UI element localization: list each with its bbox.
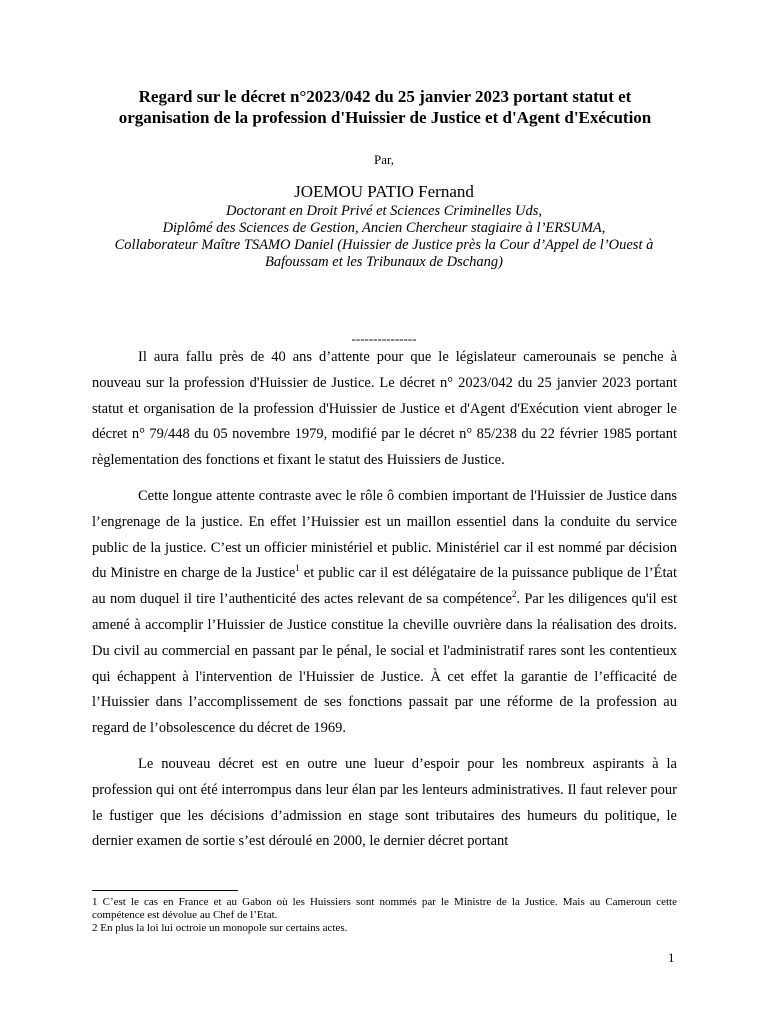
footnote-1: 1 C’est le cas en France et au Gabon où les Huissiers sont nommés par le Ministre de la Justice. Mais au Cameroun cette compétence est dévolue au Chef de l’Etat. (92, 896, 677, 921)
title-line-1: Regard sur le décret n°2023/042 du 25 janvier 2023 portant statut et (138, 87, 632, 106)
footnote-divider (92, 890, 238, 891)
affiliation-line: Bafoussam et les Tribunaux de Dschang) (264, 254, 504, 270)
paragraph-2-text-b: et public car il est délégataire de la puissance publique de l’État au nom duquel il tire l’authenticité des actes relevant de sa compétence (92, 565, 677, 608)
page-number: 1 (668, 950, 675, 965)
section-separator: --------------- (351, 331, 417, 346)
footnotes (92, 896, 677, 935)
paragraph-2 (92, 484, 677, 742)
document-title (90, 86, 680, 128)
by-line: Par, (373, 152, 395, 167)
author-affiliation (80, 203, 688, 271)
affiliation-line: Collaborateur Maître TSAMO Daniel (Huissier de Justice près la Cour d’Appel de l’Ouest à (114, 237, 654, 253)
footnote-ref-2[interactable]: 2 (511, 589, 517, 600)
paragraph-1: Il aura fallu près de 40 ans d’attente pour que le législateur camerounais se penche à nouveau sur la profession d'Huissier de Justice. Le décret n° 2023/042 du 25 janvier 2023 portant statut et organisation de la profession d'Huissier de Justice et d'Agent d'Exécution vient abroger le décret n° 79/448 du 05 novembre 1979, modifié par le décret n° 85/238 du 22 février 1985 portant règlementation des fonctions et fixant le statut des Huissiers de Justice. (92, 349, 677, 469)
body-text (92, 345, 677, 865)
title-line-2: organisation de la profession d'Huissier de Justice et d'Agent d'Exécution (118, 108, 652, 127)
affiliation-line: Doctorant en Droit Privé et Sciences Criminelles Uds, (226, 203, 542, 219)
paragraph-3: Le nouveau décret est en outre une lueur d’espoir pour les nombreux aspirants à la profession qui ont été interrompus dans leur élan par les lenteurs administratives. Il faut relever pour le fustiger que les décisions d’admission en stage sont tributaires des humeurs du politique, le dernier examen de sortie s’est déroulé en 2000, le dernier décret portant (92, 755, 677, 850)
author-name: JOEMOU PATIO Fernand (294, 182, 474, 201)
footnote-2: 2 En plus la loi lui octroie un monopole sur certains actes. (92, 922, 348, 934)
footnote-ref-1[interactable]: 1 (295, 563, 300, 574)
affiliation-line: Diplômé des Sciences de Gestion, Ancien Chercheur stagiaire à l’ERSUMA, (162, 220, 606, 236)
paragraph-2-text-a: Cette longue attente contraste avec le rôle ô combien important de l'Huissier de Justice dans l’engrenage de la justice. En effet l’Huissier est un maillon essentiel dans la conduite du service public de la justice. C’est un officier ministériel et public. Ministériel car il est nommé par décision du Ministre en charge de la Justice (92, 487, 677, 582)
paragraph-2-text-c: . Par les diligences qu'il est amené à accomplir l’Huissier de Justice constitue la cheville ouvrière dans la réalisation des droits. Du civil au commercial en passant par le pénal, le social et l'administratif rares sont les contentieux qui échappent à l'intervention de l'Huissier de Justice. À cet effet la garantie de l’efficacité de l’Huissier dans l’accomplissement de ses fonctions passait par une réforme de la profession au regard de l’obsolescence du décret de 1969. (92, 591, 678, 737)
